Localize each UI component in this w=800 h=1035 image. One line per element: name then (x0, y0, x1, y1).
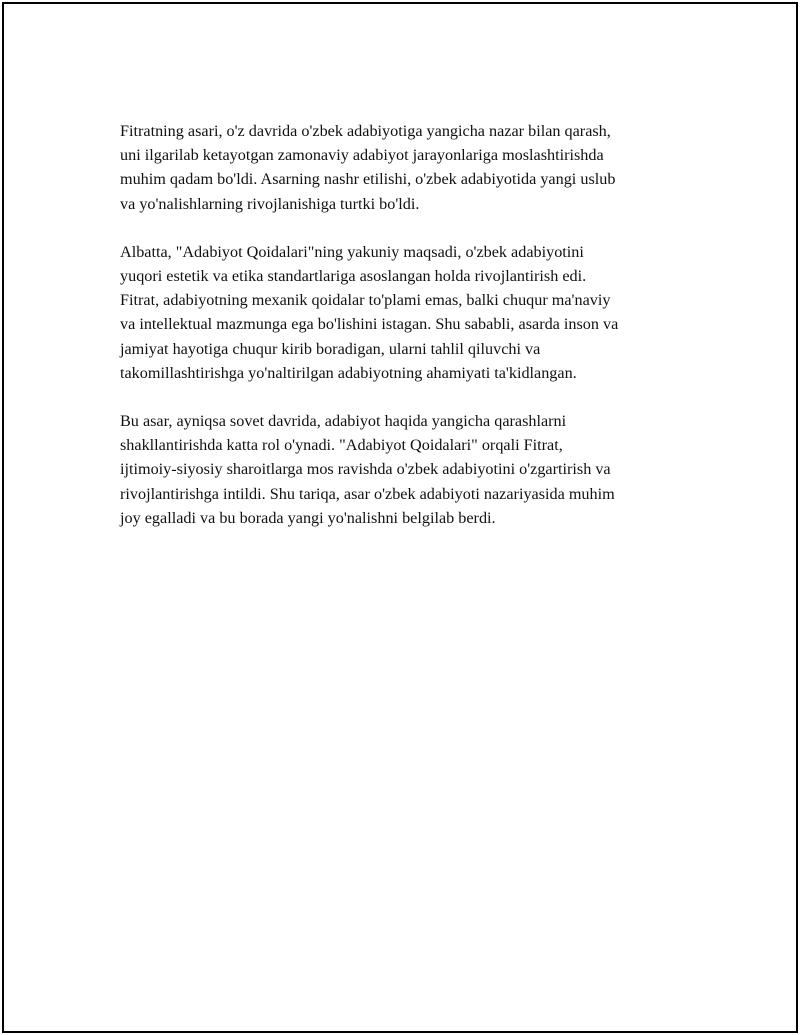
document-body (120, 119, 700, 554)
text-line: va intellektual mazmunga ega bo'lishini istagan. Shu sababli, asarda inson va (120, 315, 619, 334)
text-line: ijtimoiy-siyosiy sharoitlarga mos ravishda o'zbek adabiyotini o'zgartirish va (120, 460, 611, 479)
text-line: rivojlantirishga intildi. Shu tariqa, asar o'zbek adabiyoti nazariyasida muhim (120, 484, 615, 503)
text-line: Fitratning asari, o'z davrida o'zbek adabiyotiga yangicha nazar bilan qarash, (120, 122, 611, 140)
paragraph-3 (120, 409, 700, 530)
text-line: joy egalladi va bu borada yangi yo'nalishni belgilab berdi. (120, 508, 496, 527)
text-line: Bu asar, ayniqsa sovet davrida, adabiyot haqida yangicha qarashlarni (120, 412, 567, 431)
text-line: Albatta, "Adabiyot Qoidalari"ning yakuniy maqsadi, o'zbek adabiyotini (120, 242, 584, 261)
text-line: jamiyat hayotiga chuqur kirib boradigan, ularni tahlil qiluvchi va (120, 339, 541, 358)
document-page (2, 2, 798, 1033)
text-line: Fitrat, adabiyotning mexanik qoidalar to'plami emas, balki chuqur ma'naviy (120, 291, 611, 310)
paragraph-1 (120, 119, 700, 216)
paragraph-2 (120, 240, 700, 385)
text-line: muhim qadam bo'ldi. Asarning nashr etilishi, o'zbek adabiyotida yangi uslub (120, 170, 616, 189)
text-line: shakllantirishda katta rol o'ynadi. "Adabiyot Qoidalari" orqali Fitrat, (120, 436, 563, 455)
text-line: yuqori estetik va etika standartlariga asoslangan holda rivojlantirish edi. (120, 267, 587, 286)
text-line: va yo'nalishlarning rivojlanishiga turtki bo'ldi. (120, 194, 420, 213)
text-line: takomillashtirishga yo'naltirilgan adabiyotning ahamiyati ta'kidlangan. (120, 363, 577, 382)
text-line: uni ilgarilab ketayotgan zamonaviy adabiyot jarayonlariga moslashtirishda (120, 146, 604, 165)
